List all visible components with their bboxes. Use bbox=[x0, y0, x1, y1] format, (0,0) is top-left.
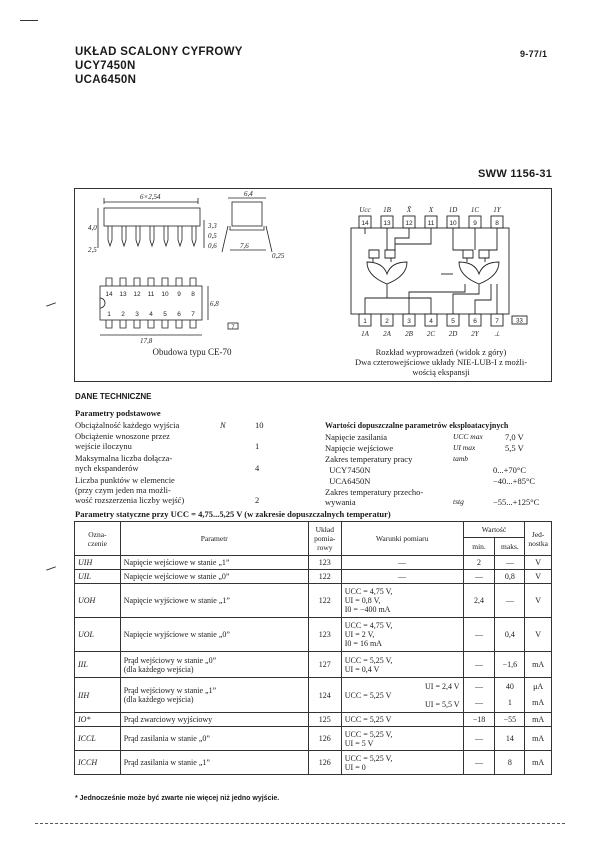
basic-symbol: N bbox=[220, 420, 226, 430]
table-row bbox=[75, 652, 552, 678]
pin-number: 9 bbox=[473, 220, 477, 227]
condition-line: UCC = 5,25 V, bbox=[344, 655, 393, 665]
limit-label: Zakres temperatury przecho- bbox=[325, 487, 424, 497]
cell-unit: mA bbox=[525, 652, 552, 678]
limit-value: 5,5 V bbox=[505, 443, 524, 453]
pin-label: X bbox=[428, 206, 434, 214]
basic-label: (przy czym jeden ma możli- bbox=[75, 485, 171, 495]
pin-label: 2Y bbox=[471, 330, 479, 338]
title-block bbox=[75, 45, 243, 87]
cell-symbol: UOH bbox=[75, 584, 121, 618]
cell-min: −18 bbox=[463, 713, 495, 727]
pin-number: 3 bbox=[407, 318, 411, 325]
min-value: — bbox=[475, 698, 484, 707]
cell-max: 0,4 bbox=[495, 618, 525, 652]
pin-number: 10 bbox=[449, 220, 457, 227]
cell-symbol: UIL bbox=[75, 570, 121, 584]
condition-line: UI = 5 V bbox=[344, 738, 374, 748]
caption-line: Dwa czterowejściowe układy NIE-LUB-I z możli- bbox=[354, 357, 528, 367]
cell-min: — bbox=[463, 751, 495, 775]
pin-number: 2 bbox=[385, 318, 389, 325]
table-row bbox=[75, 713, 552, 727]
ref-box-label: 7 bbox=[231, 324, 235, 331]
limit-value: 0...+70°C bbox=[493, 465, 526, 475]
pin-number: 3 bbox=[135, 311, 139, 318]
col-header-parameter: Parametr bbox=[120, 522, 308, 556]
cell-condition: — bbox=[341, 570, 463, 584]
pin-number: 14 bbox=[105, 291, 113, 298]
dim-label: 2,5 bbox=[88, 246, 97, 254]
page-code: 9-77/1 bbox=[520, 49, 548, 59]
cell-unit: V bbox=[525, 618, 552, 652]
pin-label: 2C bbox=[426, 330, 436, 338]
limit-label: wywania bbox=[325, 497, 356, 507]
pin-label: 2A bbox=[383, 330, 391, 338]
parameter-line: (dla każdego wejścia) bbox=[123, 664, 194, 674]
pin-number: 8 bbox=[191, 291, 195, 298]
basic-value: 4 bbox=[255, 463, 260, 473]
table-row bbox=[75, 727, 552, 751]
cell-circuit: 125 bbox=[308, 713, 341, 727]
cell-symbol: ICCL bbox=[75, 727, 121, 751]
condition-line: UI = 0 bbox=[344, 762, 366, 772]
limit-symbol: tamb bbox=[453, 454, 468, 463]
table-row bbox=[75, 618, 552, 652]
condition-line: UCC = 4,75 V, bbox=[344, 587, 393, 596]
pin-number: 12 bbox=[133, 291, 141, 298]
pin-number: 12 bbox=[405, 220, 413, 227]
pin-number: 13 bbox=[119, 291, 127, 298]
min-value: — bbox=[475, 682, 484, 691]
basic-params bbox=[75, 420, 275, 507]
basic-row bbox=[75, 431, 275, 453]
cell-min: — bbox=[463, 618, 495, 652]
col-header-unit: Jed- nostka bbox=[525, 522, 552, 556]
cell-conditions bbox=[341, 584, 463, 618]
dim-label: 17,8 bbox=[140, 337, 153, 345]
cell-min: — bbox=[463, 570, 495, 584]
limit-label: UCY7450N bbox=[325, 465, 371, 475]
table-row bbox=[75, 678, 552, 713]
cell-unit: V bbox=[525, 570, 552, 584]
cell-parameter: Prąd zwarciowy wyjściowy bbox=[120, 713, 308, 727]
pin-number: 4 bbox=[149, 311, 153, 318]
condition-line: I0 = 16 mA bbox=[344, 639, 382, 648]
condition-line: I0 = −400 mA bbox=[344, 605, 391, 614]
basic-label: nych ekspanderów bbox=[75, 463, 139, 473]
limit-value: −55...+125°C bbox=[493, 497, 540, 507]
pin-number: 10 bbox=[161, 291, 169, 298]
basic-row bbox=[75, 420, 275, 431]
basic-value: 10 bbox=[255, 420, 264, 430]
pin-number: 13 bbox=[383, 220, 391, 227]
condition-line: UI = 2,4 V bbox=[425, 681, 460, 691]
cell-condition: UCC = 5,25 V bbox=[341, 713, 463, 727]
dim-label: 0,6 bbox=[208, 242, 217, 250]
cell-circuit: 122 bbox=[308, 570, 341, 584]
static-params-table bbox=[74, 521, 552, 775]
pin-number: 2 bbox=[121, 311, 125, 318]
limit-row bbox=[325, 487, 553, 509]
limit-symbol: UCC max bbox=[453, 432, 483, 441]
caption-line: Rozkład wyprowadzeń (widok z góry) bbox=[375, 347, 507, 357]
condition-line: UCC = 4,75 V, bbox=[344, 621, 393, 630]
cell-parameter: Napięcie wyjściowe w stanie „1” bbox=[120, 584, 308, 618]
table-row bbox=[75, 751, 552, 775]
dim-label: 7,6 bbox=[240, 242, 249, 250]
margin-mark bbox=[46, 566, 56, 570]
dim-label: 3,3 bbox=[208, 222, 217, 230]
basic-heading: Parametry podstawowe bbox=[75, 408, 161, 418]
cell-unit: mA bbox=[525, 727, 552, 751]
cell-circuit: 127 bbox=[308, 652, 341, 678]
footnote: * Jednocześnie może być zwarte nie więcej niż jedno wyjście. bbox=[75, 795, 280, 802]
col-header-conditions: Warunki pomiaru bbox=[341, 522, 463, 556]
basic-value: 2 bbox=[255, 495, 260, 505]
cell-circuit: 123 bbox=[308, 556, 341, 570]
cell-max: 8 bbox=[495, 751, 525, 775]
cell-circuit: 123 bbox=[308, 618, 341, 652]
pin-label: 1C bbox=[470, 206, 480, 214]
limit-row bbox=[325, 454, 553, 465]
cell-unit: mA bbox=[525, 751, 552, 775]
col-header-circuit: Układ pomia- rowy bbox=[308, 522, 341, 556]
cell-parameter bbox=[120, 652, 308, 678]
dim-label: 6×2,54 bbox=[140, 193, 161, 201]
unit-value: mA bbox=[532, 698, 545, 707]
max-value: 40 bbox=[505, 682, 514, 691]
dim-label: 0,25 bbox=[272, 252, 285, 260]
pin-number: 1 bbox=[363, 318, 367, 325]
package-caption: Obudowa typu CE-70 bbox=[152, 347, 232, 357]
pin-label: X̄ bbox=[406, 206, 412, 214]
condition-line: UI = 5,5 V bbox=[425, 699, 460, 709]
limits-heading: Wartości dopuszczalne parametrów eksploatacyjnych bbox=[325, 421, 509, 430]
cell-unit bbox=[525, 678, 552, 713]
pin-label: 1A bbox=[361, 330, 369, 338]
basic-label: wejście iloczynu bbox=[75, 441, 132, 451]
col-header-max: maks. bbox=[495, 538, 525, 556]
limit-row bbox=[325, 443, 553, 454]
pin-number: 9 bbox=[177, 291, 181, 298]
limit-symbol: tstg bbox=[453, 497, 464, 506]
parameter-line: Prąd wejściowy w stanie „1” bbox=[123, 686, 217, 695]
title-line: UCA6450N bbox=[75, 74, 137, 86]
basic-value: 1 bbox=[255, 441, 260, 451]
col-header-value: Wartość bbox=[463, 522, 525, 538]
basic-row bbox=[75, 475, 275, 507]
cell-symbol: ICCH bbox=[75, 751, 121, 775]
pin-number: 6 bbox=[473, 318, 477, 325]
basic-label: Obciążalność każdego wyjścia bbox=[75, 420, 180, 430]
cell-max: 14 bbox=[495, 727, 525, 751]
cell-symbol: UOL bbox=[75, 618, 121, 652]
cell-unit: V bbox=[525, 556, 552, 570]
limit-label: Napięcie zasilania bbox=[325, 432, 388, 442]
pin-number: 4 bbox=[429, 318, 433, 325]
cell-circuit: 122 bbox=[308, 584, 341, 618]
package-drawing bbox=[80, 190, 305, 345]
caption-line: wością ekspansji bbox=[412, 367, 470, 377]
pinout-drawing bbox=[345, 198, 535, 343]
condition-line: UCC = 5,25 V bbox=[344, 690, 392, 700]
limit-label: Napięcie wejściowe bbox=[325, 443, 394, 453]
cell-circuit: 126 bbox=[308, 751, 341, 775]
margin-mark bbox=[20, 20, 38, 21]
basic-row bbox=[75, 453, 275, 475]
cell-max: — bbox=[495, 584, 525, 618]
parameter-line: Prąd wejściowy w stanie „0” bbox=[123, 655, 217, 665]
cell-conditions bbox=[341, 751, 463, 775]
basic-label: wość rozszerzenia liczby wejść) bbox=[75, 495, 185, 505]
pin-label: 2B bbox=[405, 330, 413, 338]
pin-label: 1D bbox=[448, 206, 458, 214]
cell-max: −1,6 bbox=[495, 652, 525, 678]
pin-number: 8 bbox=[495, 220, 499, 227]
limit-symbol: UI max bbox=[453, 443, 476, 452]
pin-label: 2D bbox=[448, 330, 458, 338]
cell-conditions bbox=[341, 618, 463, 652]
cell-max: 0,8 bbox=[495, 570, 525, 584]
condition-line: UI = 0,4 V bbox=[344, 664, 380, 674]
title-line: UCY7450N bbox=[75, 60, 136, 72]
parameter-line: (dla każdego wejścia) bbox=[123, 695, 194, 704]
limit-params bbox=[325, 432, 553, 509]
pin-label: 1B bbox=[383, 206, 391, 214]
margin-mark bbox=[46, 302, 56, 306]
cell-max: −55 bbox=[495, 713, 525, 727]
cell-min bbox=[463, 678, 495, 713]
bottom-rule bbox=[35, 823, 565, 824]
cell-symbol: IO* bbox=[75, 713, 121, 727]
condition-line: UCC = 5,25 V, bbox=[344, 729, 393, 739]
cell-parameter: Prąd zasilania w stanie „0” bbox=[120, 727, 308, 751]
cell-max: — bbox=[495, 556, 525, 570]
cell-min: 2 bbox=[463, 556, 495, 570]
title-line: UKŁAD SCALONY CYFROWY bbox=[75, 46, 243, 58]
cell-parameter: Napięcie wejściowe w stanie „0” bbox=[120, 570, 308, 584]
col-header-min: min. bbox=[463, 538, 495, 556]
cell-parameter: Napięcie wejściowe w stanie „1” bbox=[120, 556, 308, 570]
pin-number: 11 bbox=[147, 291, 155, 298]
cell-min: — bbox=[463, 652, 495, 678]
condition-line: UI = 0,8 V, bbox=[344, 596, 381, 605]
pin-number: 5 bbox=[451, 318, 455, 325]
max-value: 1 bbox=[507, 698, 512, 707]
pin-number: 1 bbox=[107, 311, 111, 318]
cell-circuit: 124 bbox=[308, 678, 341, 713]
limit-row bbox=[325, 465, 553, 476]
cell-unit: V bbox=[525, 584, 552, 618]
cell-parameter: Prąd zasilania w stanie „1” bbox=[120, 751, 308, 775]
pin-number: 11 bbox=[427, 220, 435, 227]
dim-label: 6,8 bbox=[210, 300, 219, 308]
pinout-caption bbox=[330, 347, 552, 377]
pin-label: ⊥ bbox=[493, 330, 501, 338]
cell-circuit: 126 bbox=[308, 727, 341, 751]
limit-value: −40...+85°C bbox=[493, 476, 536, 486]
pin-number: 7 bbox=[495, 318, 499, 325]
basic-label: Maksymalna liczba dołącza- bbox=[75, 453, 173, 463]
cell-unit: mA bbox=[525, 713, 552, 727]
condition-line: UCC = 5,25 V, bbox=[344, 753, 393, 763]
pin-label: Ucc bbox=[359, 206, 371, 214]
doc-number: SWW 1156-31 bbox=[478, 168, 553, 180]
cell-parameter bbox=[120, 678, 308, 713]
pin-number: 5 bbox=[163, 311, 167, 318]
dim-label: 6,4 bbox=[244, 190, 253, 198]
static-heading: Parametry statyczne przy UCC = 4,75...5,25 V (w zakresie dopuszczalnych temperatur) bbox=[75, 509, 391, 519]
limit-row bbox=[325, 432, 553, 443]
limit-row bbox=[325, 476, 553, 487]
table-row bbox=[75, 584, 552, 618]
basic-label: Obciążenie wnoszone przez bbox=[75, 431, 170, 441]
cell-conditions bbox=[341, 727, 463, 751]
cell-min: — bbox=[463, 727, 495, 751]
ref-box-label: 33 bbox=[516, 318, 523, 325]
dim-label: 4,0 bbox=[88, 224, 97, 232]
basic-label: Liczba punktów w elemencie bbox=[75, 475, 175, 485]
pin-number: 14 bbox=[361, 220, 369, 227]
cell-max bbox=[495, 678, 525, 713]
cell-conditions bbox=[341, 678, 463, 713]
limit-label: Zakres temperatury pracy bbox=[325, 454, 413, 464]
cell-condition: — bbox=[341, 556, 463, 570]
pin-number: 6 bbox=[177, 311, 181, 318]
condition-line: UI = 2 V, bbox=[344, 630, 375, 639]
limit-value: 7,0 V bbox=[505, 432, 524, 442]
cell-symbol: UIH bbox=[75, 556, 121, 570]
cell-conditions bbox=[341, 652, 463, 678]
limit-label: UCA6450N bbox=[325, 476, 371, 486]
table-row bbox=[75, 556, 552, 570]
cell-symbol: IIH bbox=[75, 678, 121, 713]
pin-label: 1Y bbox=[493, 206, 501, 214]
cell-min: 2,4 bbox=[463, 584, 495, 618]
cell-symbol: IIL bbox=[75, 652, 121, 678]
pin-number: 7 bbox=[191, 311, 195, 318]
table-row bbox=[75, 570, 552, 584]
cell-parameter: Napięcie wyjściowe w stanie „0” bbox=[120, 618, 308, 652]
tech-heading: DANE TECHNICZNE bbox=[75, 392, 152, 401]
unit-value: μA bbox=[533, 682, 544, 691]
dim-label: 0,5 bbox=[208, 232, 217, 240]
col-header-symbol: Ozna- czenie bbox=[75, 522, 121, 556]
